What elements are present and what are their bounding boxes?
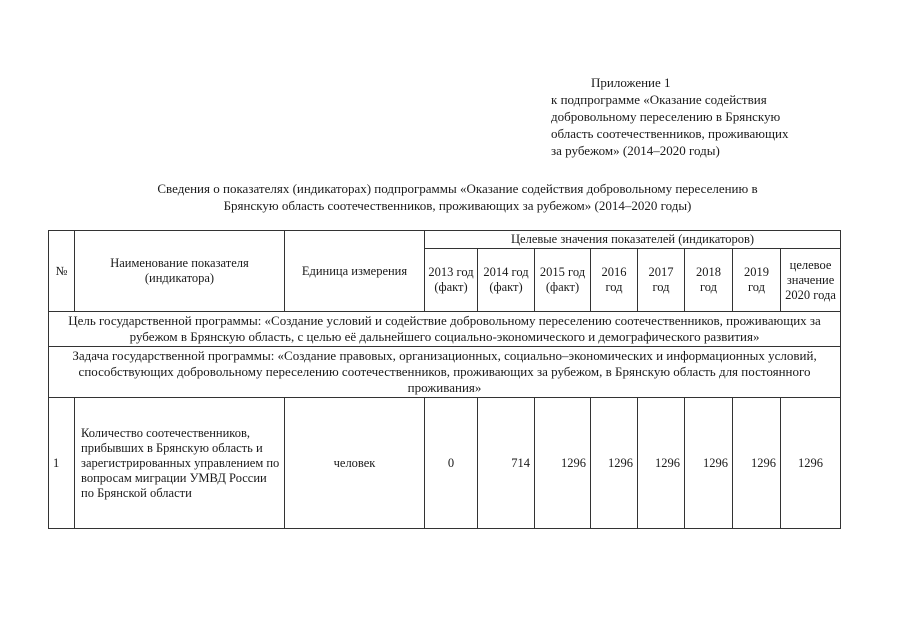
appendix-line: к подпрограмме «Оказание содействия bbox=[551, 92, 767, 107]
indicators-table bbox=[48, 230, 841, 529]
appendix-block bbox=[551, 74, 851, 159]
value-cell: 1296 bbox=[685, 398, 733, 529]
heading-line-1: Сведения о показателях (индикаторах) подпрограммы «Оказание содействия добровольному переселению в bbox=[157, 181, 758, 196]
header-year: 2015 год (факт) bbox=[535, 249, 591, 312]
header-year-target: целевое значение 2020 года bbox=[781, 249, 841, 312]
header-year: 2017 год bbox=[638, 249, 685, 312]
header-year: 2016 год bbox=[591, 249, 638, 312]
header-year: 2019 год bbox=[733, 249, 781, 312]
header-indicator-name: Наименование показателя (индикатора) bbox=[75, 231, 285, 312]
header-target-values: Целевые значения показателей (индикаторов) bbox=[425, 231, 841, 249]
header-year: 2018 год bbox=[685, 249, 733, 312]
appendix-title: Приложение 1 bbox=[591, 75, 671, 90]
indicator-name: Количество соотечественников, прибывших в Брянскую область и зарегистрированных управлением по вопросам миграции УМВД России по Брянской области bbox=[75, 398, 285, 529]
row-number: 1 bbox=[49, 398, 75, 529]
value-cell: 1296 bbox=[591, 398, 638, 529]
document-heading bbox=[95, 180, 820, 214]
value-cell: 1296 bbox=[535, 398, 591, 529]
value-cell: 1296 bbox=[733, 398, 781, 529]
appendix-line: добровольному переселению в Брянскую bbox=[551, 109, 781, 124]
value-cell: 1296 bbox=[781, 398, 841, 529]
header-year: 2014 год (факт) bbox=[478, 249, 535, 312]
unit-cell: человек bbox=[285, 398, 425, 529]
appendix-line: за рубежом» (2014–2020 годы) bbox=[551, 143, 720, 158]
header-year: 2013 год (факт) bbox=[425, 249, 478, 312]
appendix-line: область соотечественников, проживающих bbox=[551, 126, 789, 141]
header-number: № bbox=[49, 231, 75, 312]
value-cell: 0 bbox=[425, 398, 478, 529]
value-cell: 1296 bbox=[638, 398, 685, 529]
program-goal-row: Цель государственной программы: «Создание условий и содействие добровольному переселению соотечественников, проживающих за рубежом в Брянскую область, с целью её дальнейшего социально-экономического и демографического развития» bbox=[49, 312, 841, 347]
heading-line-2: Брянскую область соотечественников, проживающих за рубежом» (2014–2020 годы) bbox=[223, 198, 692, 213]
header-unit: Единица измерения bbox=[285, 231, 425, 312]
value-cell: 714 bbox=[478, 398, 535, 529]
program-task-row: Задача государственной программы: «Создание правовых, организационных, социально–экономических и информационных условий, способствующих добровольному переселению соотечественников, проживающих за рубежом, в Брянскую область для постоянного проживания» bbox=[49, 347, 841, 398]
table-row bbox=[49, 398, 841, 529]
